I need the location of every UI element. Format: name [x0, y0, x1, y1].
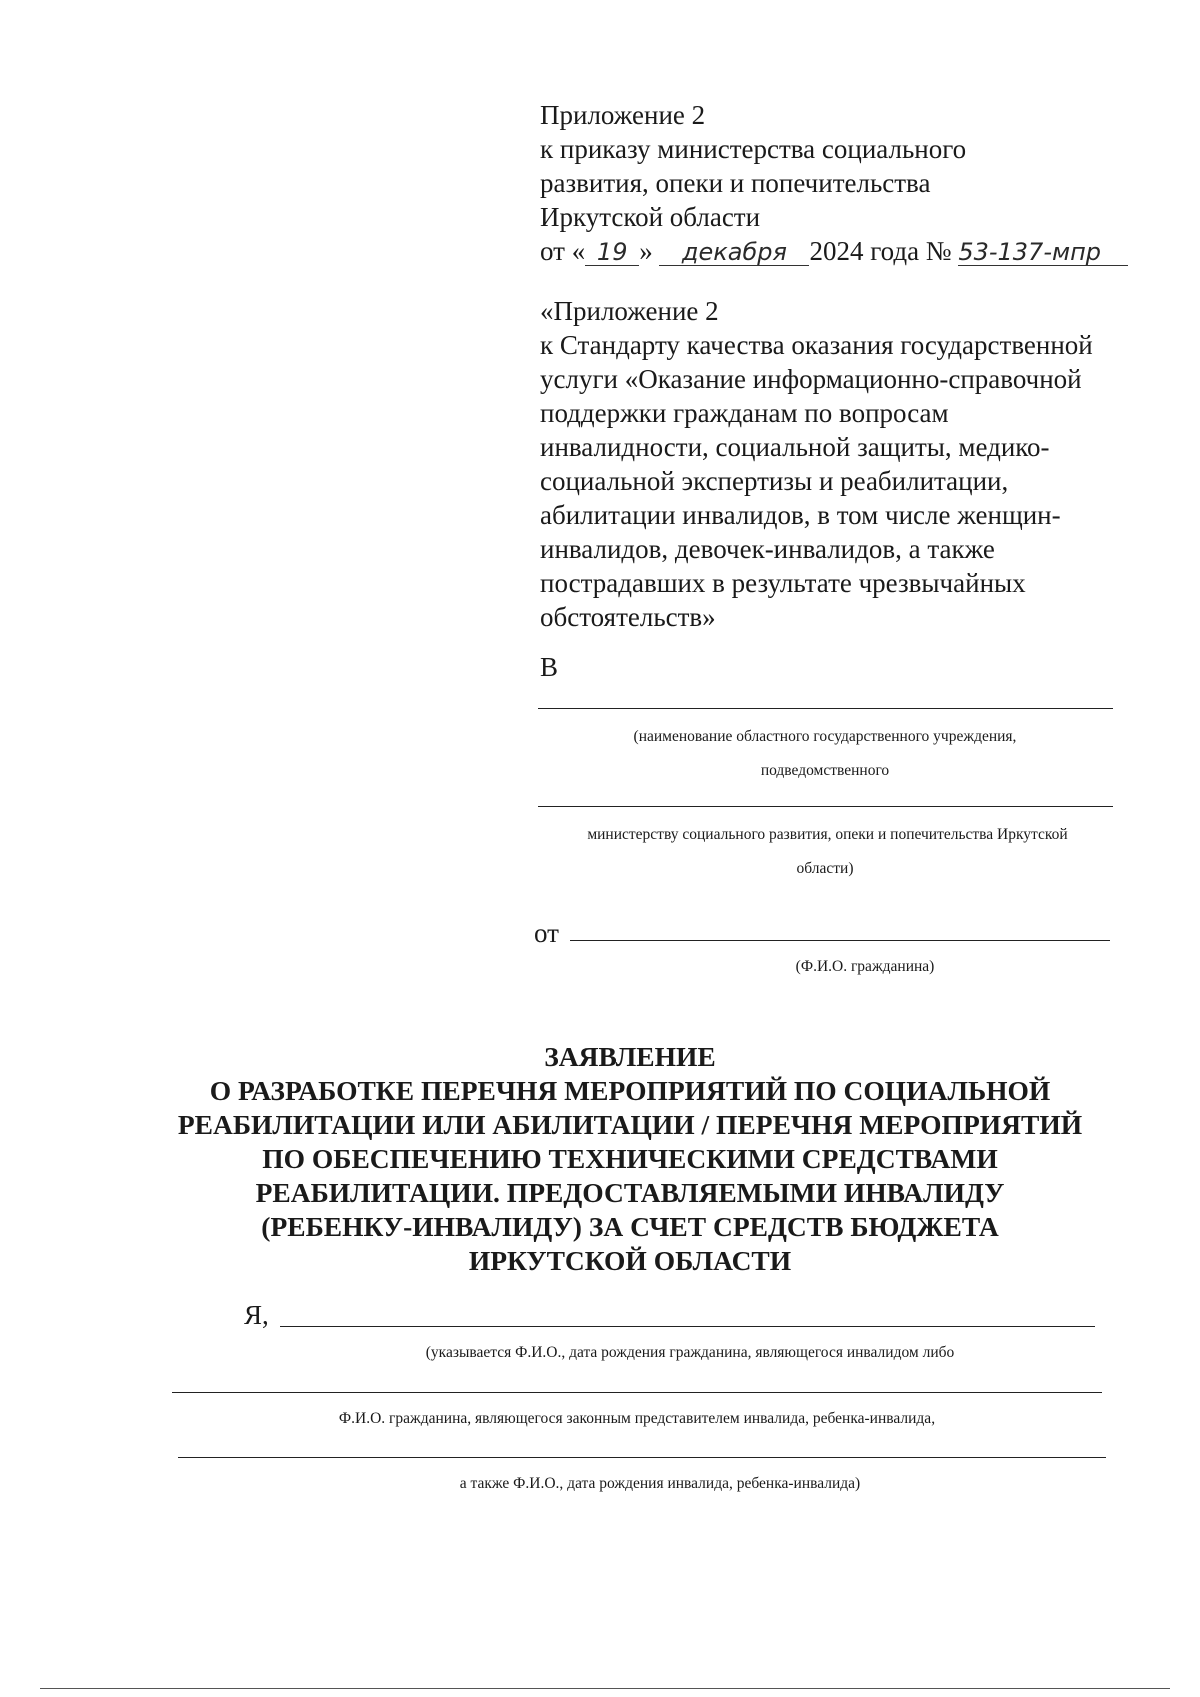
institution-hint-1: (наименование областного государственного учреждения,: [633, 728, 1017, 745]
date-mid: »: [639, 236, 653, 266]
header-line: Иркутской области: [540, 202, 761, 232]
title-line: РЕАБИЛИТАЦИИ. ПРЕДОСТАВЛЯЕМЫМИ ИНВАЛИДУ: [255, 1177, 1005, 1208]
appendix-line: инвалидности, социальной защиты, медико-: [540, 432, 1050, 462]
title-line: (РЕБЕНКУ-ИНВАЛИДУ) ЗА СЧЕТ СРЕДСТВ БЮДЖЕТА: [261, 1211, 999, 1242]
header-line: развития, опеки и попечительства: [540, 168, 931, 198]
title-line: О РАЗРАБОТКЕ ПЕРЕЧНЯ МЕРОПРИЯТИЙ ПО СОЦИАЛЬНОЙ: [209, 1075, 1051, 1106]
applicant-hint-3: а также Ф.И.О., дата рождения инвалида, ребенка-инвалида): [459, 1475, 861, 1492]
institution-field-line-2[interactable]: [538, 806, 1113, 807]
title-line: ПО ОБЕСПЕЧЕНИЮ ТЕХНИЧЕСКИМИ СРЕДСТВАМИ: [262, 1143, 998, 1174]
header-line: Приложение 2: [540, 100, 706, 130]
order-date-line: [540, 234, 1180, 268]
applicant-field-line-1[interactable]: [280, 1326, 1095, 1327]
appendix-line: обстоятельств»: [540, 602, 716, 632]
appendix-line: абилитации инвалидов, в том числе женщин-: [540, 500, 1061, 530]
appendix-line: услуги «Оказание информационно-справочной: [540, 364, 1082, 394]
order-header: [540, 98, 1180, 268]
scan-edge-rule: [40, 1688, 1170, 1689]
appendix-line: «Приложение 2: [540, 296, 719, 326]
handwritten-month: декабря: [659, 239, 809, 266]
from-label: от: [534, 918, 559, 948]
citizen-name-field-line[interactable]: [570, 940, 1110, 941]
institution-field-line-1[interactable]: [538, 708, 1113, 709]
applicant-field-line-2[interactable]: [172, 1392, 1102, 1393]
applicant-hint-2: Ф.И.О. гражданина, являющегося законным представителем инвалида, ребенка-инвалида,: [338, 1410, 936, 1427]
appendix-line: пострадавших в результате чрезвычайных: [540, 568, 1026, 598]
date-prefix: от «: [540, 236, 586, 266]
applicant-hint-1: (указывается Ф.И.О., дата рождения гражданина, являющегося инвалидом либо: [425, 1344, 955, 1361]
appendix-line: к Стандарту качества оказания государственной: [540, 330, 1093, 360]
applicant-label: Я,: [244, 1300, 269, 1330]
title-line: РЕАБИЛИТАЦИИ ИЛИ АБИЛИТАЦИИ / ПЕРЕЧНЯ МЕРОПРИЯТИЙ: [177, 1109, 1083, 1140]
date-year: 2024 года №: [809, 236, 952, 266]
header-line: к приказу министерства социального: [540, 134, 967, 164]
handwritten-day: 19: [585, 239, 639, 266]
institution-hint-2: подведомственного: [760, 762, 890, 779]
appendix-line: социальной экспертизы и реабилитации,: [540, 466, 1009, 496]
institution-hint-4: области): [796, 860, 854, 877]
handwritten-order-number: 53-137-мпр: [958, 239, 1128, 266]
document-title: [150, 1040, 1110, 1278]
title-line: ЗАЯВЛЕНИЕ: [544, 1041, 716, 1072]
appendix-line: поддержки гражданам по вопросам: [540, 398, 949, 428]
title-line: ИРКУТСКОЙ ОБЛАСТИ: [468, 1245, 792, 1276]
appendix-line: инвалидов, девочек-инвалидов, а также: [540, 534, 995, 564]
to-label: В: [540, 652, 559, 682]
appendix-block: [540, 294, 1140, 634]
citizen-name-hint: (Ф.И.О. гражданина): [795, 958, 935, 975]
applicant-field-line-3[interactable]: [178, 1457, 1106, 1458]
institution-hint-3: министерству социального развития, опеки и попечительства Иркутской: [587, 826, 1068, 843]
